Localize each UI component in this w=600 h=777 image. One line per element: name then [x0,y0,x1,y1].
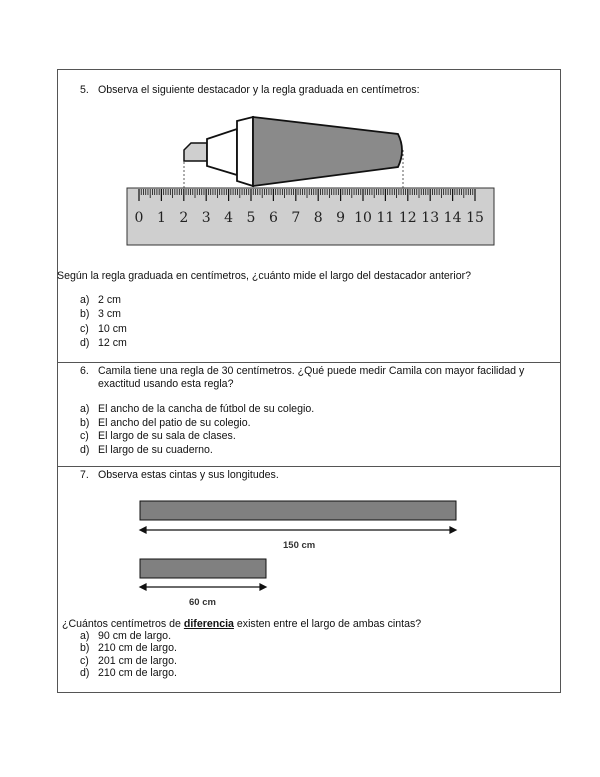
q5-option-c-text: 10 cm [98,323,127,335]
q6-option-d-text: El largo de su cuaderno. [98,444,213,456]
q7-prompt: Observa estas cintas y sus longitudes. [98,469,279,481]
tape-short [140,559,266,578]
q5-number: 5. [80,84,89,96]
ruler-label: 2 [179,210,189,226]
q5-option-a-letter: a) [80,294,90,306]
q7-question-emphasis: diferencia [183,618,234,630]
q6-prompt-line1: Camila tiene una regla de 30 centímetros. ¿Qué puede medir Camila con mayor facilidad y [98,365,525,377]
q5-option-d-letter: d) [80,337,90,349]
q7-question-post: existen entre el largo de ambas cintas? [233,618,422,630]
ruler-label: 4 [224,210,234,226]
ruler-label: 0 [134,210,144,226]
q6-number: 6. [80,365,89,377]
ruler-label: 9 [336,210,346,226]
q7-option-b-letter: b) [80,642,90,654]
q7-option-b-text: 210 cm de largo. [98,642,177,654]
ruler-label: 14 [443,210,462,226]
q7-option-d-letter: d) [80,667,90,679]
q6-option-a-text: El ancho de la cancha de fútbol de su colegio. [98,403,315,415]
tape-short-dimension-line [140,584,266,590]
ruler-label: 6 [268,210,278,226]
ruler-label: 3 [201,210,211,226]
q7-option-a-text: 90 cm de largo. [98,630,172,642]
q6-option-b-text: El ancho del patio de su colegio. [98,417,251,429]
ruler-label: 11 [376,210,395,226]
ruler-label: 15 [466,210,484,226]
tape-short-label: 60 cm [189,597,216,608]
tape-long-label: 150 cm [283,540,316,551]
q7-option-d-text: 210 cm de largo. [98,667,177,679]
q7-option-a-letter: a) [80,630,90,642]
q6-option-a-letter: a) [80,403,90,415]
q5-option-b-text: 3 cm [98,308,121,320]
q6-option-d-letter: d) [80,444,90,456]
q7-question-pre: ¿Cuántos centímetros de [62,618,184,630]
q5-option-d-text: 12 cm [98,337,127,349]
q5-question: Según la regla graduada en centímetros, ¿cuánto mide el largo del destacador anterior? [57,270,471,282]
q5-option-b-letter: b) [80,308,90,320]
ruler-label: 8 [313,210,323,226]
ruler-label: 13 [421,210,440,226]
q5-prompt: Observa el siguiente destacador y la regla graduada en centímetros: [98,84,420,96]
q7-number: 7. [80,469,89,481]
ruler-label: 1 [156,210,166,226]
ruler-label: 7 [291,210,301,226]
q6-option-c-letter: c) [80,430,89,442]
tape-long [140,501,456,520]
q6-option-c-text: El largo de su sala de clases. [98,430,236,442]
ruler-label: 10 [354,210,372,226]
q5-option-c-letter: c) [80,323,89,335]
q6-prompt-line2: exactitud usando esta regla? [98,378,234,390]
q7-option-c-text: 201 cm de largo. [98,655,177,667]
tape-long-dimension-line [140,527,456,533]
ruler-label: 12 [398,210,417,226]
ruler-label: 5 [246,210,256,226]
q5-option-a-text: 2 cm [98,294,121,306]
q6-option-b-letter: b) [80,417,90,429]
q7-option-c-letter: c) [80,655,89,667]
